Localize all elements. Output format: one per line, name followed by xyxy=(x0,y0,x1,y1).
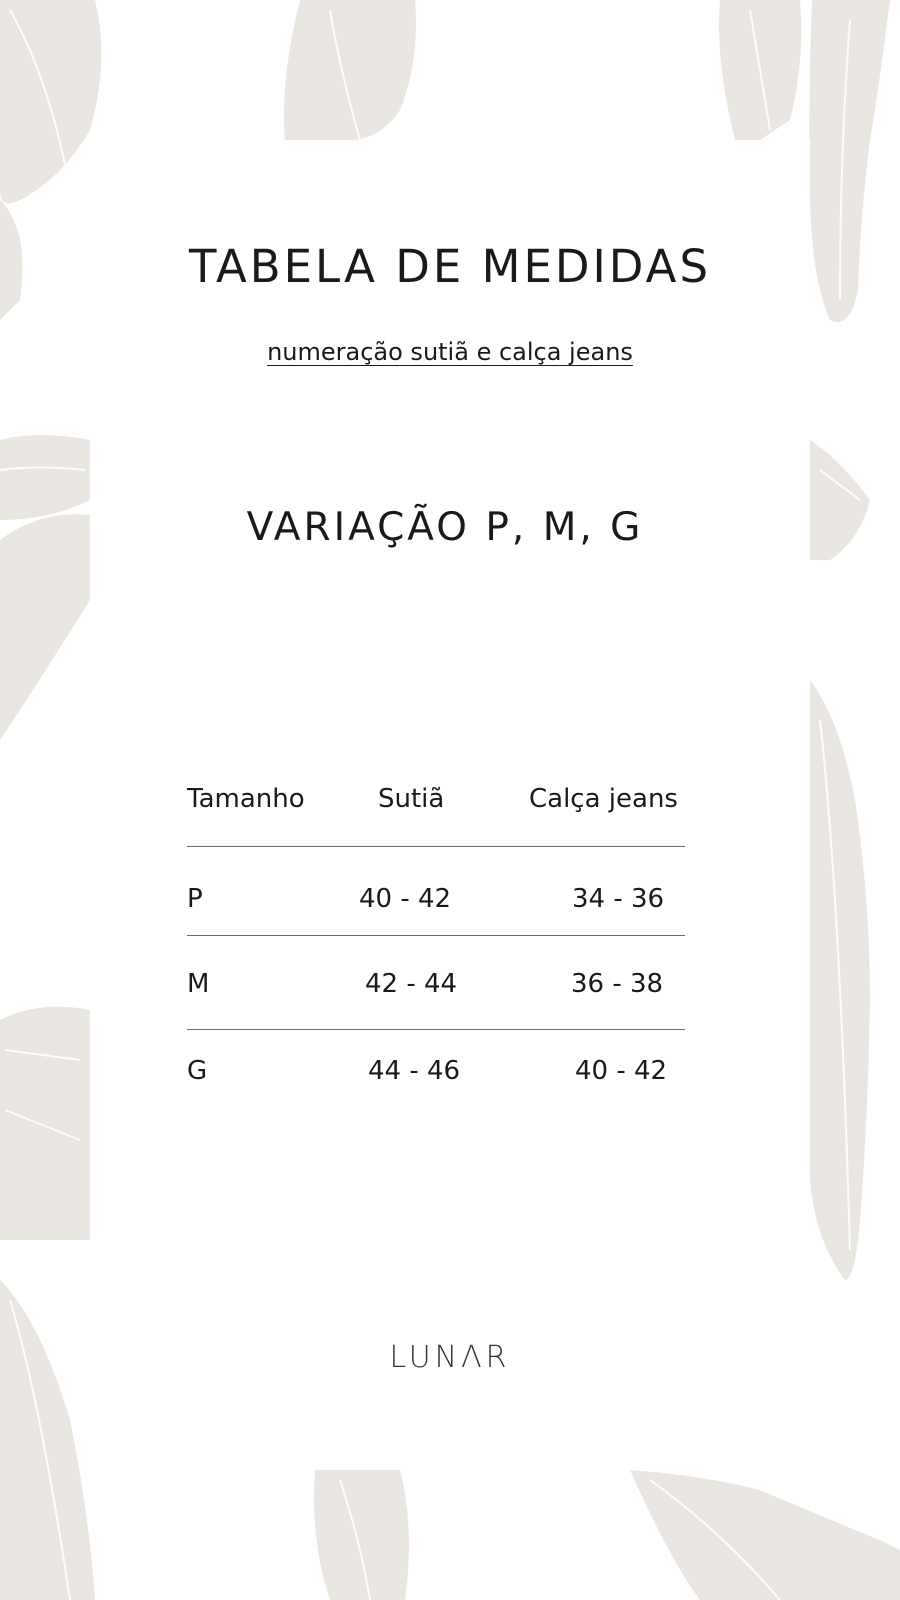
table-divider xyxy=(187,846,685,847)
column-header-bra: Sutiã xyxy=(378,784,445,814)
table-header-row xyxy=(187,784,685,814)
cell-size: G xyxy=(187,1056,208,1086)
cell-bra: 44 - 46 xyxy=(368,1056,461,1086)
table-divider xyxy=(187,935,685,936)
table-row xyxy=(187,884,685,914)
cell-bra: 42 - 44 xyxy=(365,969,458,999)
cell-size: P xyxy=(187,884,203,914)
cell-jeans: 36 - 38 xyxy=(571,969,664,999)
table-row xyxy=(187,1056,685,1086)
page-title: TABELA DE MEDIDAS xyxy=(188,240,712,293)
column-header-size: Tamanho xyxy=(187,784,305,814)
table-divider xyxy=(187,1029,685,1030)
cell-bra: 40 - 42 xyxy=(359,884,452,914)
brand-logo: LUNΛR xyxy=(389,1340,511,1375)
page-subtitle: numeração sutiã e calça jeans xyxy=(267,338,633,366)
cell-size: M xyxy=(187,969,210,999)
table-row xyxy=(187,969,685,999)
column-header-jeans: Calça jeans xyxy=(529,784,678,814)
variation-heading: VARIAÇÃO P, M, G xyxy=(246,505,644,550)
cell-jeans: 40 - 42 xyxy=(575,1056,668,1086)
cell-jeans: 34 - 36 xyxy=(572,884,665,914)
